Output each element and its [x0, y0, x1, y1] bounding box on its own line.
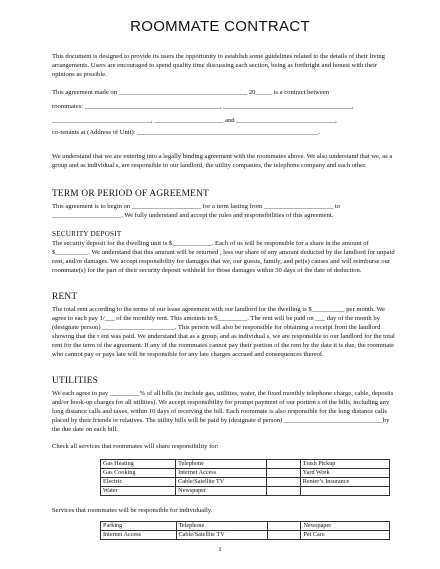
table-cell	[300, 487, 389, 496]
cotenants-address-line: co-tenants at (Address of Unit): _______________________________________________________.	[52, 129, 321, 136]
table-cell: Parking	[101, 522, 177, 531]
security-deposit-heading: SECURITY DEPOSIT	[52, 230, 122, 238]
table-cell	[267, 487, 301, 496]
table-cell: Cable/Satellite TV	[176, 478, 267, 487]
table-row	[101, 487, 390, 496]
rent-heading: RENT	[52, 292, 78, 302]
table-cell: Telephone	[176, 460, 267, 469]
term-paragraph: This agreement is to begin on _____________________ for a term lasting from _____________________ to _____________________. We fully understand and accept the rules and responsibilities of this agreement.	[52, 203, 341, 219]
individual-services-table	[100, 521, 390, 540]
table-row	[101, 531, 390, 540]
table-cell: Internet Access	[176, 469, 267, 478]
table-cell: Gas Cooking	[101, 469, 176, 478]
table-cell: Gas Heating	[101, 460, 176, 469]
table-cell: Renter’s Insurance	[300, 478, 389, 487]
table-cell: Electric	[101, 478, 176, 487]
page-number: 1	[218, 546, 222, 553]
table-row	[101, 522, 390, 531]
table-cell: Internet Access	[101, 531, 177, 540]
table-cell: Water	[101, 487, 176, 496]
shared-services-table	[100, 459, 390, 496]
utilities-paragraph: We each agree to pay _________% of all bills (to include gas, utilities, water, the fixed monthly telephone charge, cable, deposits and/or hook-up charges for all utilities). We accept responsibility for prompt payment of our portion s of the bills, including any long distance calls and taxes, within 10 days of receiving the bill. Each roommate is also responsible for the long distance calls placed by their friends or relatives. The utility bills will be paid by (designate d person) ______________________________by the due date on each bill.	[52, 390, 394, 433]
table-cell: Newspaper	[176, 487, 267, 496]
table-cell: Telephone	[176, 522, 267, 531]
table-cell: Newspaper	[301, 522, 390, 531]
shared-services-intro: Check all services that roommates will share responsibility for:	[52, 443, 219, 450]
intro-paragraph: This document is designed to provide its users the opportunity to establish some guidelines related to the details of their living arrangements. Users are encouraged to spend quality time discussing each section, being as forthright and honest with their opinions as possible.	[52, 53, 385, 78]
table-cell	[267, 478, 301, 487]
agreement-date-line: This agreement made on _______________________________________ 20_____ is a contract between	[52, 89, 330, 96]
table-row	[101, 478, 390, 487]
individual-services-intro: Services that roommates will be responsible for individually.	[52, 507, 213, 514]
utilities-heading: UTILITIES	[52, 376, 99, 386]
table-cell	[267, 460, 301, 469]
roommates-line: roommates: _________________________________________, _______________________________________,	[52, 103, 354, 110]
table-cell: Trash Pickup	[300, 460, 389, 469]
table-cell: Pet Care	[301, 531, 390, 540]
table-cell: Cable/Satellite TV	[176, 531, 267, 540]
table-cell	[267, 531, 301, 540]
table-row	[101, 469, 390, 478]
table-row	[101, 460, 390, 469]
table-cell	[267, 469, 301, 478]
table-cell: Yard Work	[300, 469, 389, 478]
table-cell	[267, 522, 301, 531]
additional-roommates-line: ______________________________, _____________________ and ______________________________,	[52, 117, 337, 124]
term-heading: TERM OR PERIOD OF AGREEMENT	[52, 189, 209, 199]
security-deposit-paragraph: The security deposit for the dwelling unit is $____________. Each of us will be responsible for a share in the amount of $__________. We understand that this amount will be returned , less our share of any amount deducted by the landlord for unpaid rent, and/or damages. We accept responsibility for damages that we, our guests, family, and pet(s) causes and will reimburse our roommate(s) for the part of their security deposit withheld for those damages within 30 days of the date of deduction.	[52, 240, 395, 274]
rent-paragraph: The total rent according to the terms of our lease agreement with our landlord for the dwelling is $__________ per month. We agree to each pay 1/___ of the monthly rent. This amounts to $_________. The rent will be paid on ___ day of the month by (designate person) ______________________. This person will also be responsible for obtaining a receipt from the landlord showing that the r ent was paid. We understand that as a group, and as individual s, we are responsible to our landlord for the total rent for the term of the agreement. If any of the roommates cannot pay their portion of the rent by the date it is due, the roommate who cannot pay or pays late will be responsible for any late charges accrued and consequences thereof.	[52, 306, 395, 358]
document-title: ROOMMATE CONTRACT	[130, 18, 310, 35]
understanding-paragraph: We understand that we are entering into a legally binding agreement with the roommates above. We also understand that we, as a group and as individual s, are responsible to our landlord, the utility companies, the telephone company and each other.	[52, 153, 393, 169]
